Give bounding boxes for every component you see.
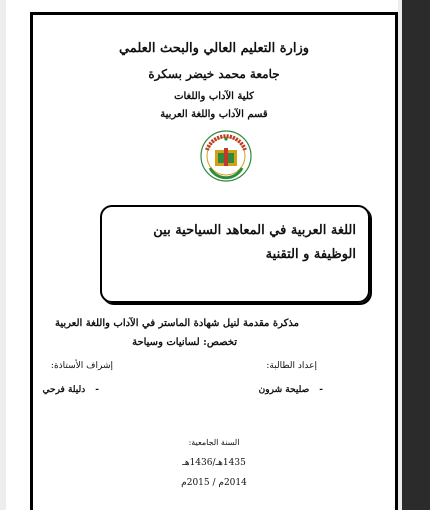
specialization: تخصص: لسانيات وسياحة [132,337,237,348]
university-heading: جامعة محمد خيضر بسكرة [148,67,280,81]
supervisor-name: دليلة فرحي [42,385,86,395]
student-name: صليحة شرون [258,385,310,395]
thesis-title-box [100,205,370,303]
supervisor-name-line [43,385,100,395]
prepared-by-label: إعداد الطالبة: [266,361,317,371]
academic-year-label: السنة الجامعية: [188,438,240,447]
faculty-heading: كلية الآداب واللغات [174,91,254,102]
memo-description: مذكرة مقدمة لنيل شهادة الماستر في الآداب واللغة العربية [54,318,299,329]
university-logo-icon [200,130,252,182]
document-page [6,0,398,510]
page-frame [30,12,398,510]
viewer-scrollbar[interactable] [402,0,430,510]
hijri-year: 1435هـ/1436هـ [182,458,246,468]
ministry-heading: وزارة التعليم العالي والبحث العلمي [118,41,310,56]
supervision-label: إشراف الأستاذة: [50,361,113,371]
student-dash: - [319,385,323,395]
supervisor-dash: - [95,385,99,395]
student-name-line [259,385,323,395]
gregorian-year: 2014م / 2015م [181,478,247,488]
thesis-title: اللغة العربية في المعاهد السياحية بين الوظيفة و التقنية [153,223,356,262]
department-heading: قسم الآداب واللغة العربية [160,109,268,120]
